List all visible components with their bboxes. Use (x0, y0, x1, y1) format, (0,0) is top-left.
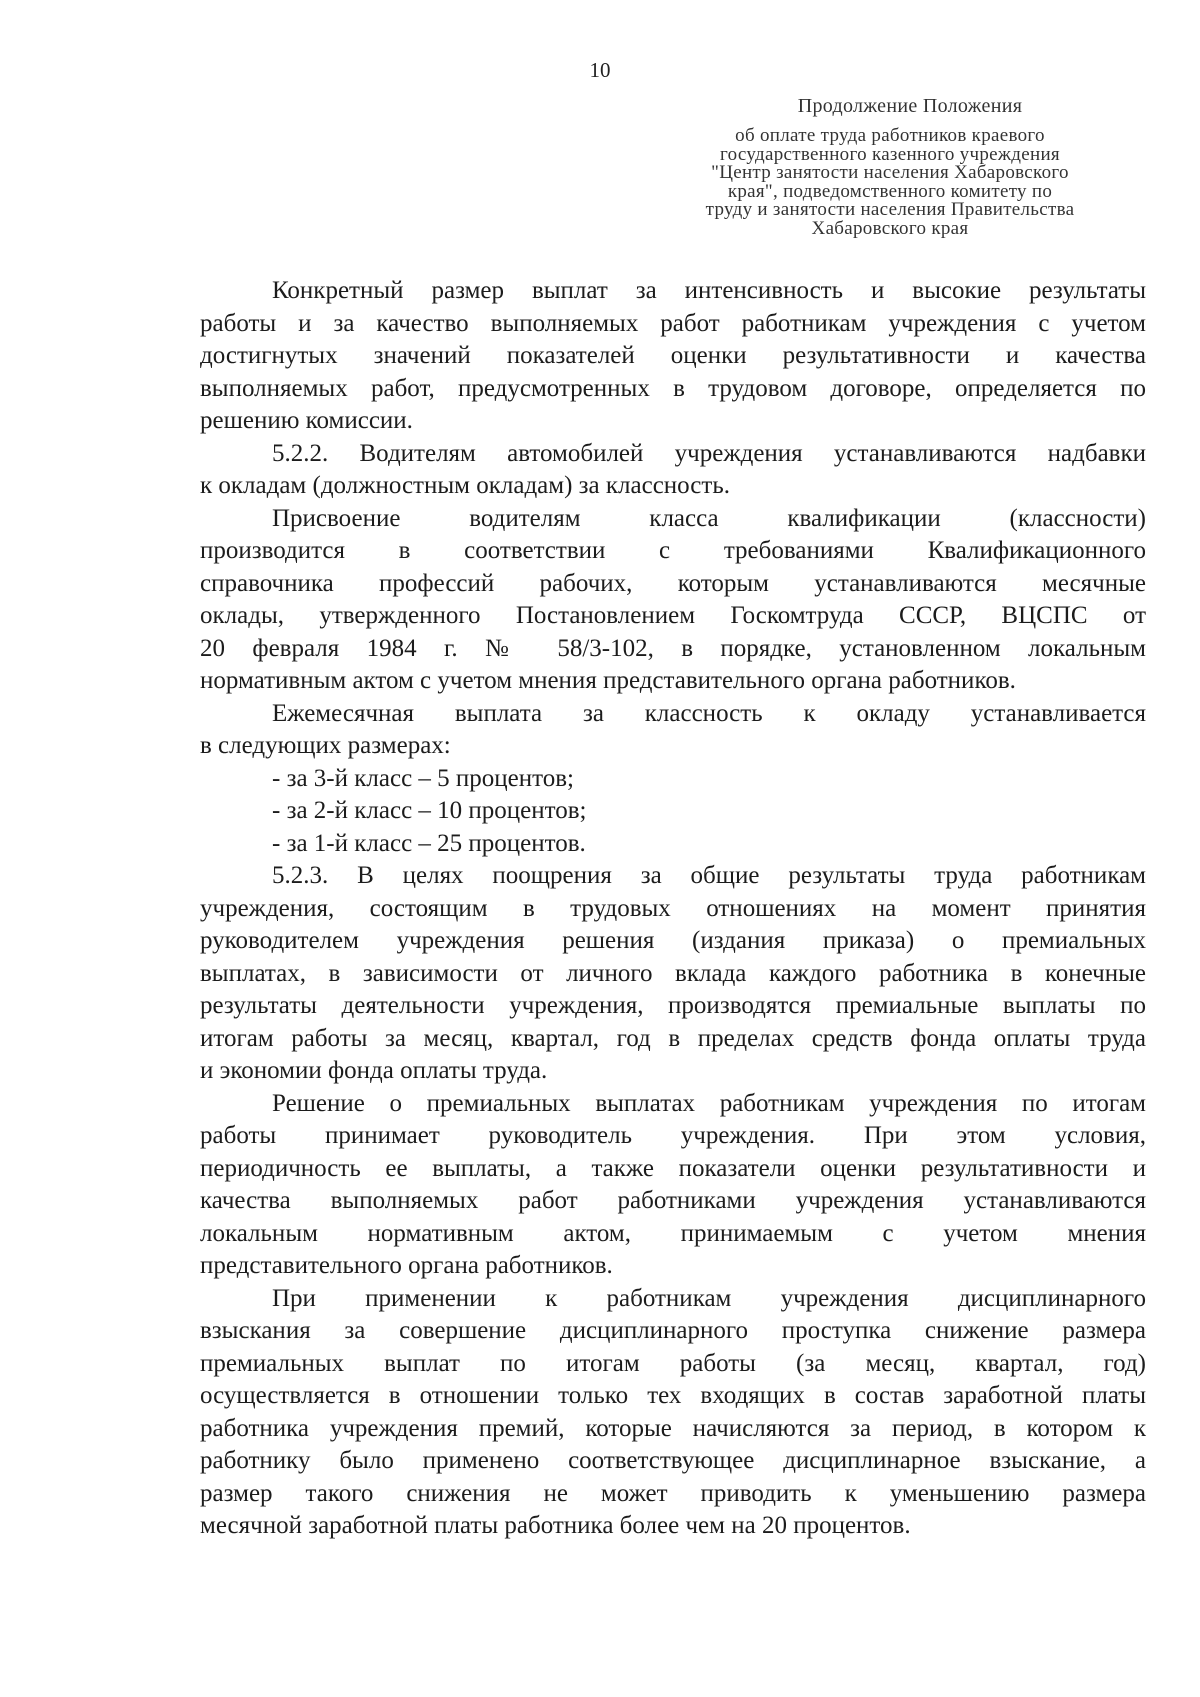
text-line: к окладам (должностным окладам) за классность. (200, 472, 730, 499)
text-line: 5.2.2. Водителям автомобилей учреждения устанавливаются надбавки (272, 439, 1146, 467)
paragraph-bonus-amount (200, 275, 1146, 438)
header-line: об оплате труда работников краевого (735, 125, 1045, 146)
page-number: 10 (589, 58, 611, 82)
text-line: решению комиссии. (200, 407, 413, 434)
text-line: локальным нормативным актом, принимаемым с учетом мнения (200, 1219, 1146, 1247)
text-line: При применении к работникам учреждения дисциплинарного (272, 1284, 1146, 1312)
text-line: оклады, утвержденного Постановлением Госкомтруда СССР, ВЦСПС от (200, 602, 1146, 629)
text-line: руководителем учреждения решения (издания приказа) о премиальных (200, 927, 1146, 954)
text-line: премиальных выплат по итогам работы (за месяц, квартал, год) (200, 1349, 1146, 1377)
text-line: работника учреждения премий, которые начисляются за период, в котором к (200, 1414, 1146, 1442)
list-item: - за 3-й класс – 5 процентов; (272, 764, 574, 792)
paragraph-5-2-3 (200, 860, 1146, 1088)
text-line: работы и за качество выполняемых работ работникам учреждения с учетом (200, 309, 1146, 337)
paragraph-monthly-payment (200, 698, 1146, 763)
text-line: выполняемых работ, предусмотренных в трудовом договоре, определяется по (200, 374, 1146, 402)
text-line: размер такого снижения не может приводить к уменьшению размера (200, 1479, 1146, 1507)
text-line: Решение о премиальных выплатах работникам учреждения по итогам (272, 1089, 1146, 1117)
text-line: представительного органа работников. (200, 1252, 613, 1279)
paragraph-bonus-decision (200, 1088, 1146, 1283)
text-line: нормативным актом с учетом мнения представительного органа работников. (200, 667, 1016, 694)
text-line: качества выполняемых работ работниками учреждения устанавливаются (200, 1187, 1146, 1214)
text-line: итогам работы за месяц, квартал, год в пределах средств фонда оплаты труда (200, 1024, 1146, 1052)
text-line: справочника профессий рабочих, которым устанавливаются месячные (200, 569, 1146, 597)
document-header (640, 127, 1140, 238)
header-line: государственного казенного учреждения (720, 143, 1060, 165)
class-rate-list (200, 763, 1146, 861)
text-line: Ежемесячная выплата за классность к окладу устанавливается (272, 699, 1146, 727)
list-item: - за 1-й класс – 25 процентов. (272, 829, 586, 857)
paragraph-5-2-2 (200, 438, 1146, 503)
text-line: в следующих размерах: (200, 732, 451, 759)
text-line: месячной заработной платы работника более чем на 20 процентов. (200, 1512, 911, 1539)
header-line: края", подведомственного комитету по (727, 180, 1053, 202)
text-line: выплатах, в зависимости от личного вклада каждого работника в конечные (200, 959, 1146, 987)
text-line: 20 февраля 1984 г. № 58/3-102, в порядке, установленном локальным (200, 634, 1146, 662)
text-line: осуществляется в отношении только тех входящих в состав заработной платы (200, 1382, 1146, 1409)
text-line: Конкретный размер выплат за интенсивность и высокие результаты (272, 277, 1146, 304)
paragraph-class-assignment (200, 503, 1146, 698)
text-line: и экономии фонда оплаты труда. (200, 1057, 548, 1084)
text-line: Присвоение водителям класса квалификации (классности) (272, 504, 1146, 532)
text-line: учреждения, состоящим в трудовых отношениях на момент принятия (200, 894, 1146, 922)
header-line: труду и занятости населения Правительства (705, 199, 1075, 220)
document-body (200, 275, 1146, 1543)
continuation-label: Продолжение Положения (797, 95, 1023, 117)
header-line: Хабаровского края (811, 217, 969, 239)
text-line: работнику было применено соответствующее дисциплинарное взыскание, а (200, 1447, 1146, 1474)
list-item: - за 2-й класс – 10 процентов; (272, 797, 587, 824)
text-line: периодичность ее выплаты, а также показатели оценки результативности и (200, 1154, 1146, 1182)
text-line: достигнутых значений показателей оценки результативности и качества (200, 342, 1146, 369)
header-line: "Центр занятости населения Хабаровского (711, 162, 1069, 183)
text-line: производится в соответствии с требованиями Квалификационного (200, 537, 1146, 564)
text-line: результаты деятельности учреждения, производятся премиальные выплаты по (200, 992, 1146, 1019)
text-line: работы принимает руководитель учреждения. При этом условия, (200, 1122, 1146, 1149)
text-line: 5.2.3. В целях поощрения за общие результаты труда работникам (272, 862, 1146, 889)
text-line: взыскания за совершение дисциплинарного проступка снижение размера (200, 1317, 1146, 1344)
paragraph-disciplinary (200, 1283, 1146, 1543)
